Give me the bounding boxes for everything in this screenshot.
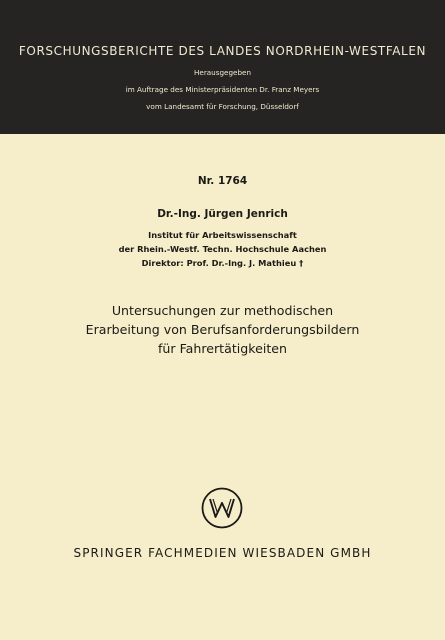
report-number: Nr. 1764 (197, 175, 248, 187)
series-title: FORSCHUNGSBERICHTE DES LANDES NORDRHEIN-WESTFALEN (18, 44, 427, 58)
book-title-line: Untersuchungen zur methodischen (111, 303, 334, 318)
book-title-line: Erarbeitung von Berufsanforderungsbildern (85, 322, 360, 337)
book-title-line: für Fahrertätigkeiten (157, 341, 288, 356)
publisher-name: SPRINGER FACHMEDIEN WIESBADEN GMBH (73, 546, 372, 560)
header-line-editor: Herausgegeben (194, 68, 251, 77)
header-line-office: vom Landesamt für Forschung, Düsseldorf (146, 102, 299, 111)
author-name: Dr.-Ing. Jürgen Jenrich (157, 208, 288, 220)
institution-line: Institut für Arbeitswissenschaft (148, 230, 297, 240)
springer-vs-logo-icon (201, 487, 243, 529)
institution-line: der Rhein.-Westf. Techn. Hochschule Aachen (118, 244, 327, 254)
header-band (0, 0, 445, 134)
institution-director: Direktor: Prof. Dr.-Ing. J. Mathieu † (141, 258, 304, 268)
header-line-commission: im Auftrage des Ministerpräsidenten Dr. Franz Meyers (125, 85, 320, 94)
